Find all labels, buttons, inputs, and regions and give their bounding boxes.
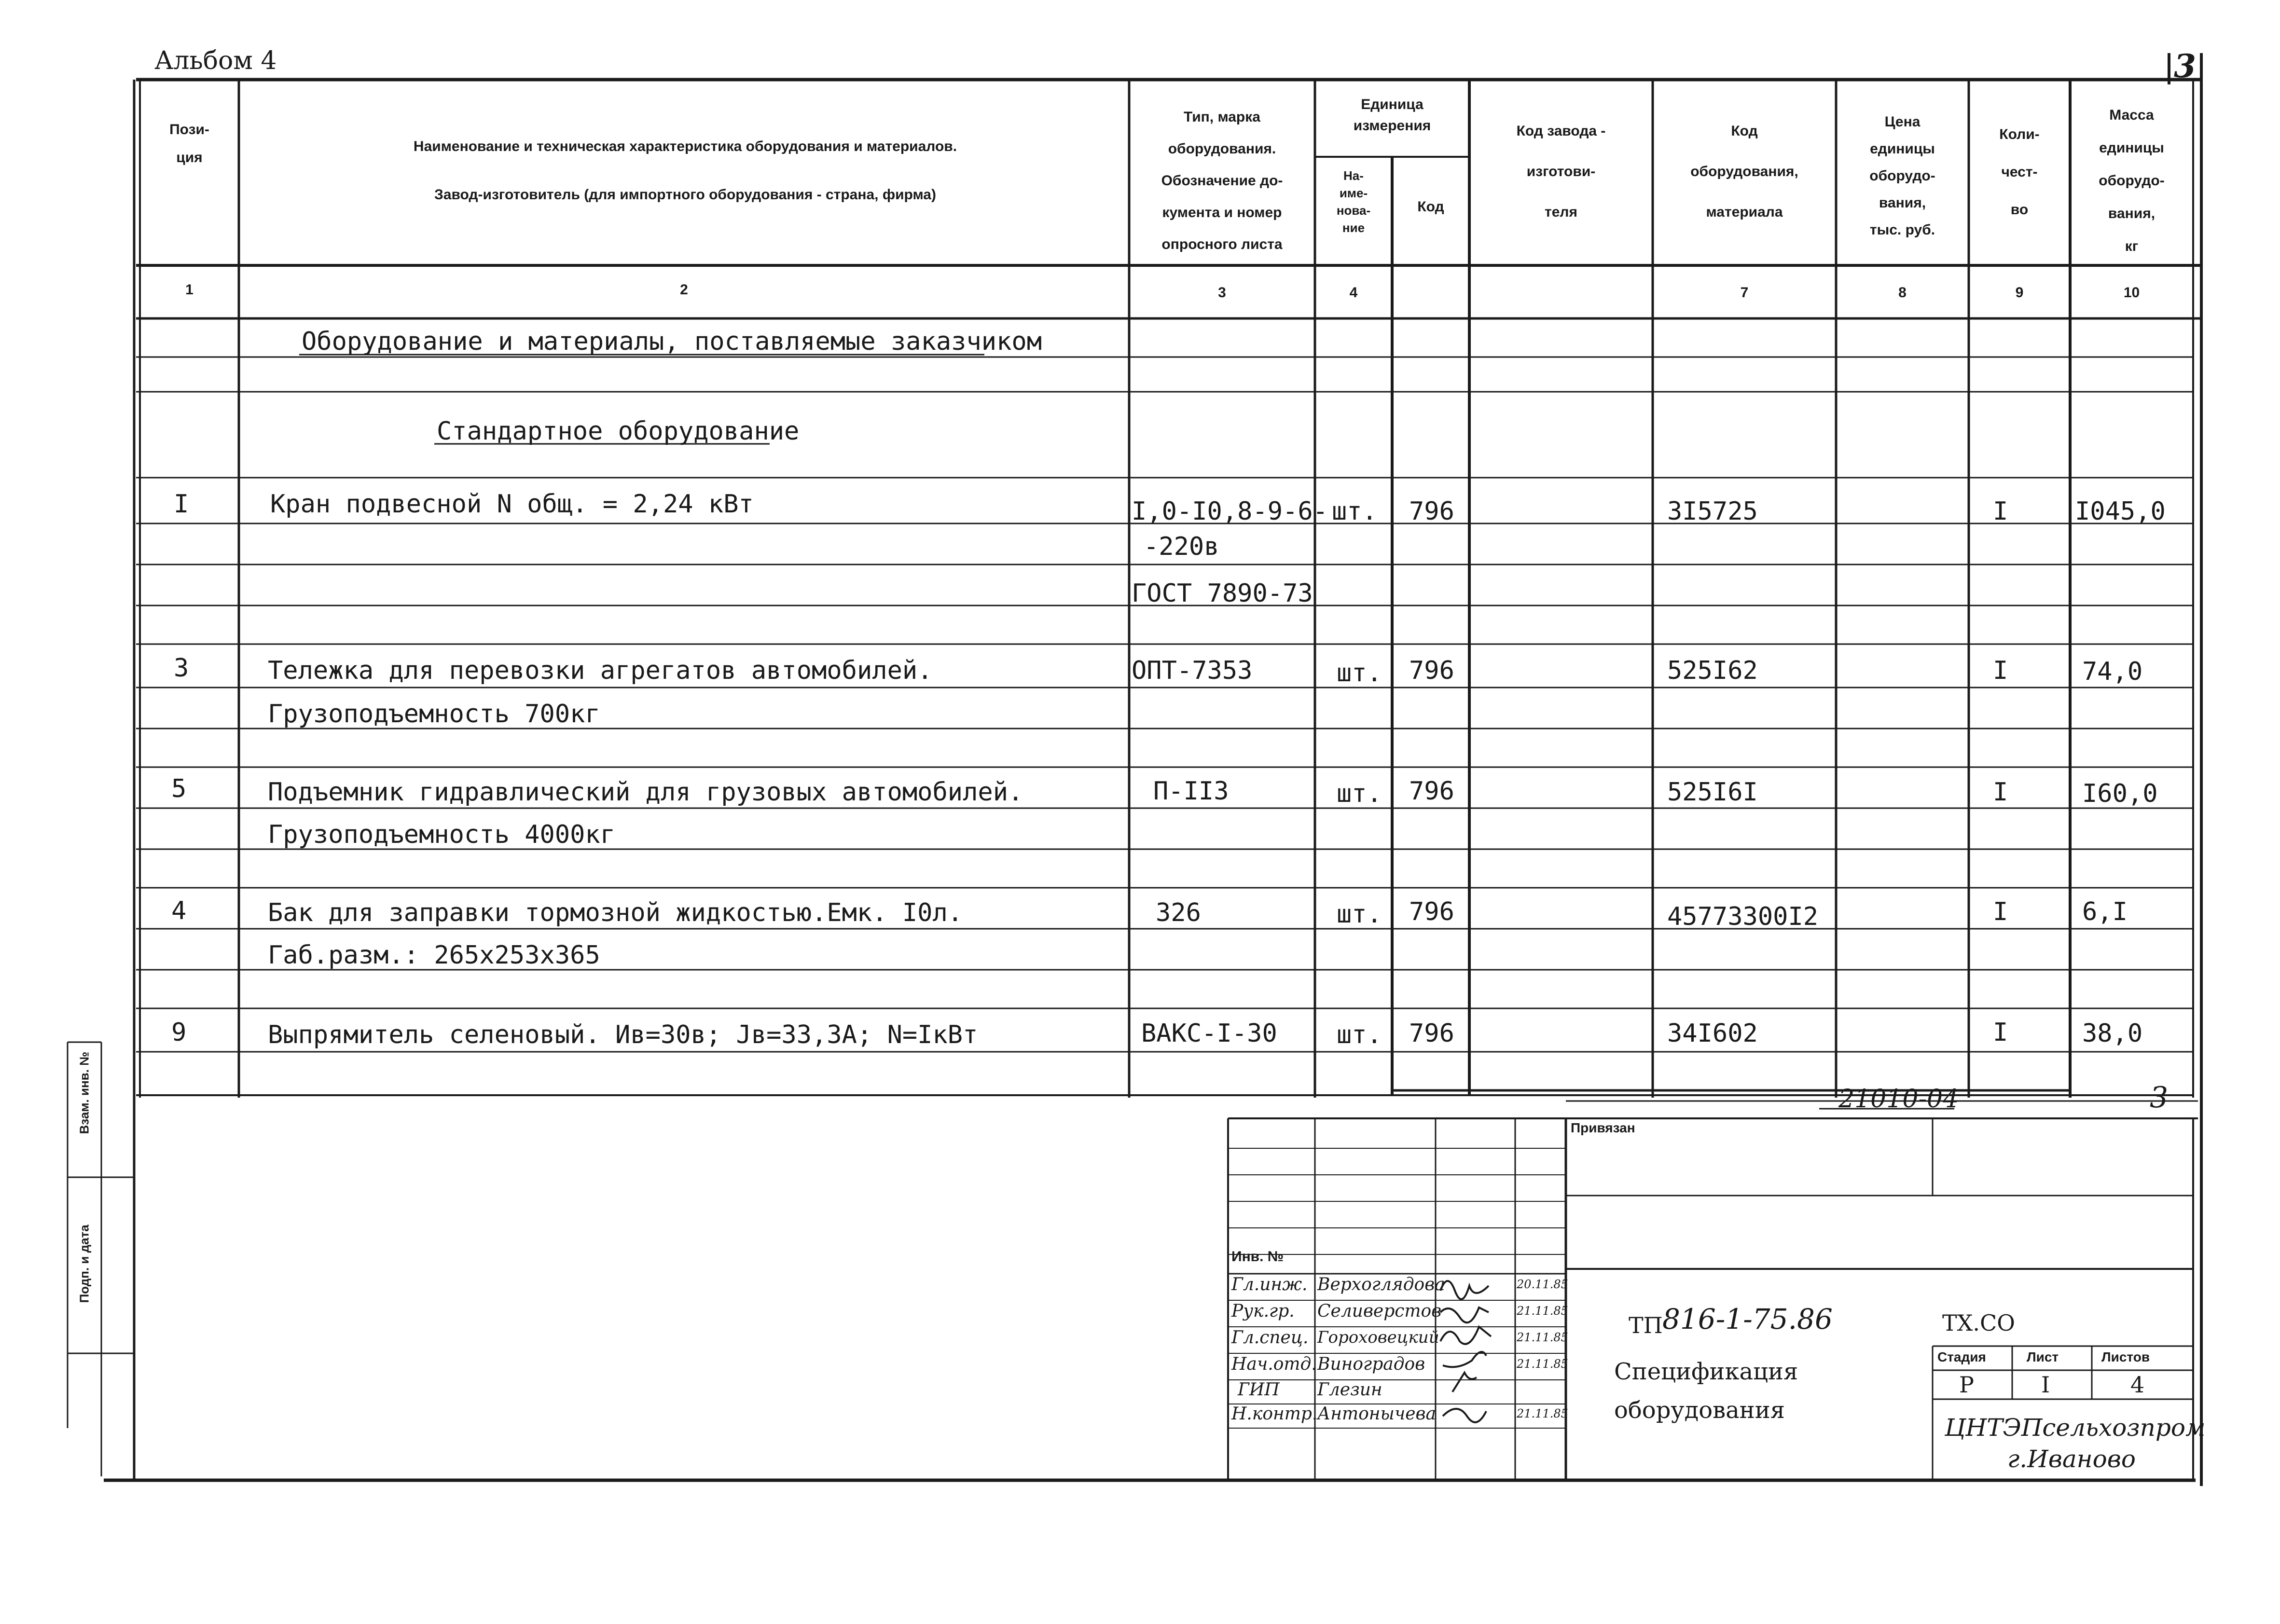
role-label: Гл.инж.: [1231, 1275, 1308, 1294]
header-unit-name: На- име- нова- ние: [1336, 168, 1371, 235]
item-mass: I60,0: [2082, 779, 2158, 808]
header-unit-price: Цена единицы оборудо- вания, тыс. руб.: [1869, 114, 1935, 238]
item-type: 326: [1156, 898, 1201, 927]
person-name: Антонычева: [1317, 1404, 1436, 1424]
item-quantity: I: [1993, 1018, 2008, 1047]
item-equipment-code: 34I602: [1667, 1019, 1758, 1048]
item-unit: шт.: [1337, 1020, 1382, 1049]
document-title-line2: оборудования: [1614, 1397, 1785, 1424]
item-equipment-code: 45773300I2: [1667, 902, 1819, 931]
col-number: 2: [680, 282, 688, 298]
header-unit-code: Код: [1417, 199, 1444, 215]
document-code: ТХ.СО: [1942, 1310, 2015, 1336]
header-manufacturer-code: Код завода - изготови- теля: [1516, 123, 1606, 220]
sign-date: 21.11.85: [1517, 1357, 1568, 1371]
header-quantity: Коли- чест- во: [1999, 126, 2040, 218]
item-type: П-II3: [1153, 777, 1229, 806]
sheet-value: I: [2041, 1372, 2050, 1398]
item-name-detail: Габ.разм.: 265х253х365: [268, 941, 600, 970]
item-type: ВАКС-I-30: [1141, 1019, 1277, 1048]
side-label-signature-date: Подп. и дата: [77, 1225, 92, 1303]
side-label-replace-inv: Взам. инв. №: [77, 1051, 92, 1134]
item-mass: 74,0: [2082, 657, 2143, 686]
item-unit: шт.: [1332, 497, 1377, 526]
item-equipment-code: 525I62: [1667, 656, 1758, 685]
item-name-detail: Грузоподъемность 4000кг: [268, 820, 616, 849]
stage-value: Р: [1959, 1372, 1974, 1398]
sheets-value: 4: [2130, 1372, 2145, 1398]
item-type: ОПТ-7353: [1132, 656, 1253, 685]
item-name: Тележка для перевозки агрегатов автомобилей.: [268, 656, 933, 685]
role-label: Рук.гр.: [1231, 1301, 1295, 1321]
sign-date: 21.11.85: [1517, 1407, 1568, 1420]
role-label: Н.контр.: [1231, 1404, 1318, 1424]
attached-label: Привязан: [1571, 1120, 1635, 1135]
role-label: ГИП: [1238, 1380, 1280, 1400]
item-type: I,0-I0,8-9-6-: [1132, 497, 1328, 526]
item-mass: 38,0: [2082, 1019, 2143, 1048]
sign-date: 21.11.85: [1517, 1331, 1568, 1344]
header-equipment-code: Код оборудования, материала: [1690, 123, 1798, 220]
sheets-label: Листов: [2101, 1349, 2150, 1364]
col-number: 7: [1740, 285, 1749, 301]
project-code: 816-1-75.86: [1662, 1303, 1833, 1335]
header-unit-mass: Масса единицы оборудо- вания, кг: [2099, 107, 2165, 254]
person-name: Гороховецкий: [1317, 1328, 1439, 1347]
person-name: Виноградов: [1317, 1354, 1425, 1374]
sheet-label: Лист: [2027, 1349, 2059, 1364]
item-position: 4: [171, 896, 187, 925]
header-type: Тип, марка оборудования. Обозначение до- кумента и номер опросного листа: [1161, 109, 1283, 252]
header-name-line1: Наименование и техническая характеристика оборудования и материалов.: [413, 138, 957, 154]
header-unit-group: Единица измерения: [1353, 96, 1431, 134]
organization-name: ЦНТЭПсельхозпром: [1945, 1414, 2206, 1442]
item-quantity: I: [1993, 497, 2008, 526]
item-unit-code: 796: [1409, 656, 1454, 685]
sign-date: 20.11.85: [1517, 1278, 1568, 1291]
sheet-mark-top: 3: [2150, 1081, 2169, 1115]
album-label: Альбом 4: [154, 46, 277, 75]
item-quantity: I: [1993, 656, 2008, 685]
item-position: 5: [171, 774, 187, 803]
item-quantity: I: [1993, 778, 2008, 807]
item-unit: шт.: [1337, 659, 1382, 688]
corner-page-number: 3: [2174, 47, 2196, 85]
item-mass: I045,0: [2075, 497, 2166, 526]
col-number: 4: [1349, 285, 1358, 301]
item-equipment-code: 525I6I: [1667, 778, 1758, 807]
item-name: Выпрямитель селеновый. Ив=30в; Јв=33,3А; N=IкВт: [268, 1020, 978, 1049]
inventory-number-label: Инв. №: [1231, 1249, 1284, 1265]
item-position: 9: [171, 1018, 187, 1047]
col-number: 8: [1898, 285, 1907, 301]
item-equipment-code: 3I5725: [1667, 497, 1758, 526]
document-title-line1: Спецификация: [1614, 1358, 1798, 1385]
item-unit-code: 796: [1409, 1019, 1454, 1048]
item-unit: шт.: [1337, 779, 1382, 808]
stage-label: Стадия: [1937, 1349, 1986, 1364]
section-title: Оборудование и материалы, поставляемые заказчиком: [302, 327, 1042, 356]
item-quantity: I: [1993, 897, 2008, 926]
doc-number-top: 21010-04: [1838, 1085, 1959, 1114]
project-prefix: ТП: [1629, 1312, 1663, 1338]
item-position: 3: [174, 654, 189, 683]
sign-date: 21.11.85: [1517, 1304, 1568, 1318]
subsection-title: Стандартное оборудование: [437, 417, 800, 446]
person-name: Селиверстов: [1317, 1301, 1442, 1321]
header-name-line2: Завод-изготовитель (для импортного оборудования - страна, фирма): [434, 187, 936, 203]
col-number: 1: [185, 282, 193, 298]
col-number: 9: [2015, 285, 2024, 301]
role-label: Гл.спец.: [1231, 1328, 1309, 1348]
item-standard: ГОСТ 7890-73: [1132, 579, 1313, 608]
col-number: 10: [2123, 285, 2140, 301]
item-unit-code: 796: [1409, 777, 1454, 806]
item-position: I: [174, 490, 189, 519]
item-name-detail: Грузоподъемность 700кг: [268, 700, 600, 729]
item-name: Бак для заправки тормозной жидкостью.Емк. I0л.: [268, 898, 963, 927]
item-name: Кран подвесной N общ. = 2,24 кВт: [270, 490, 754, 519]
role-label: Нач.отд.: [1231, 1354, 1317, 1374]
item-type: -220в: [1144, 532, 1219, 561]
organization-city: г.Иваново: [2007, 1445, 2136, 1473]
person-name: Верхоглядова: [1317, 1275, 1445, 1294]
item-unit: шт.: [1337, 900, 1382, 929]
item-mass: 6,I: [2082, 897, 2128, 926]
header-position: Пози- ция: [169, 122, 209, 165]
item-name: Подъемник гидравлический для грузовых автомобилей.: [268, 778, 1023, 807]
person-name: Глезин: [1317, 1380, 1382, 1400]
item-unit-code: 796: [1409, 897, 1454, 926]
col-number: 3: [1218, 285, 1226, 301]
item-unit-code: 796: [1409, 497, 1454, 526]
